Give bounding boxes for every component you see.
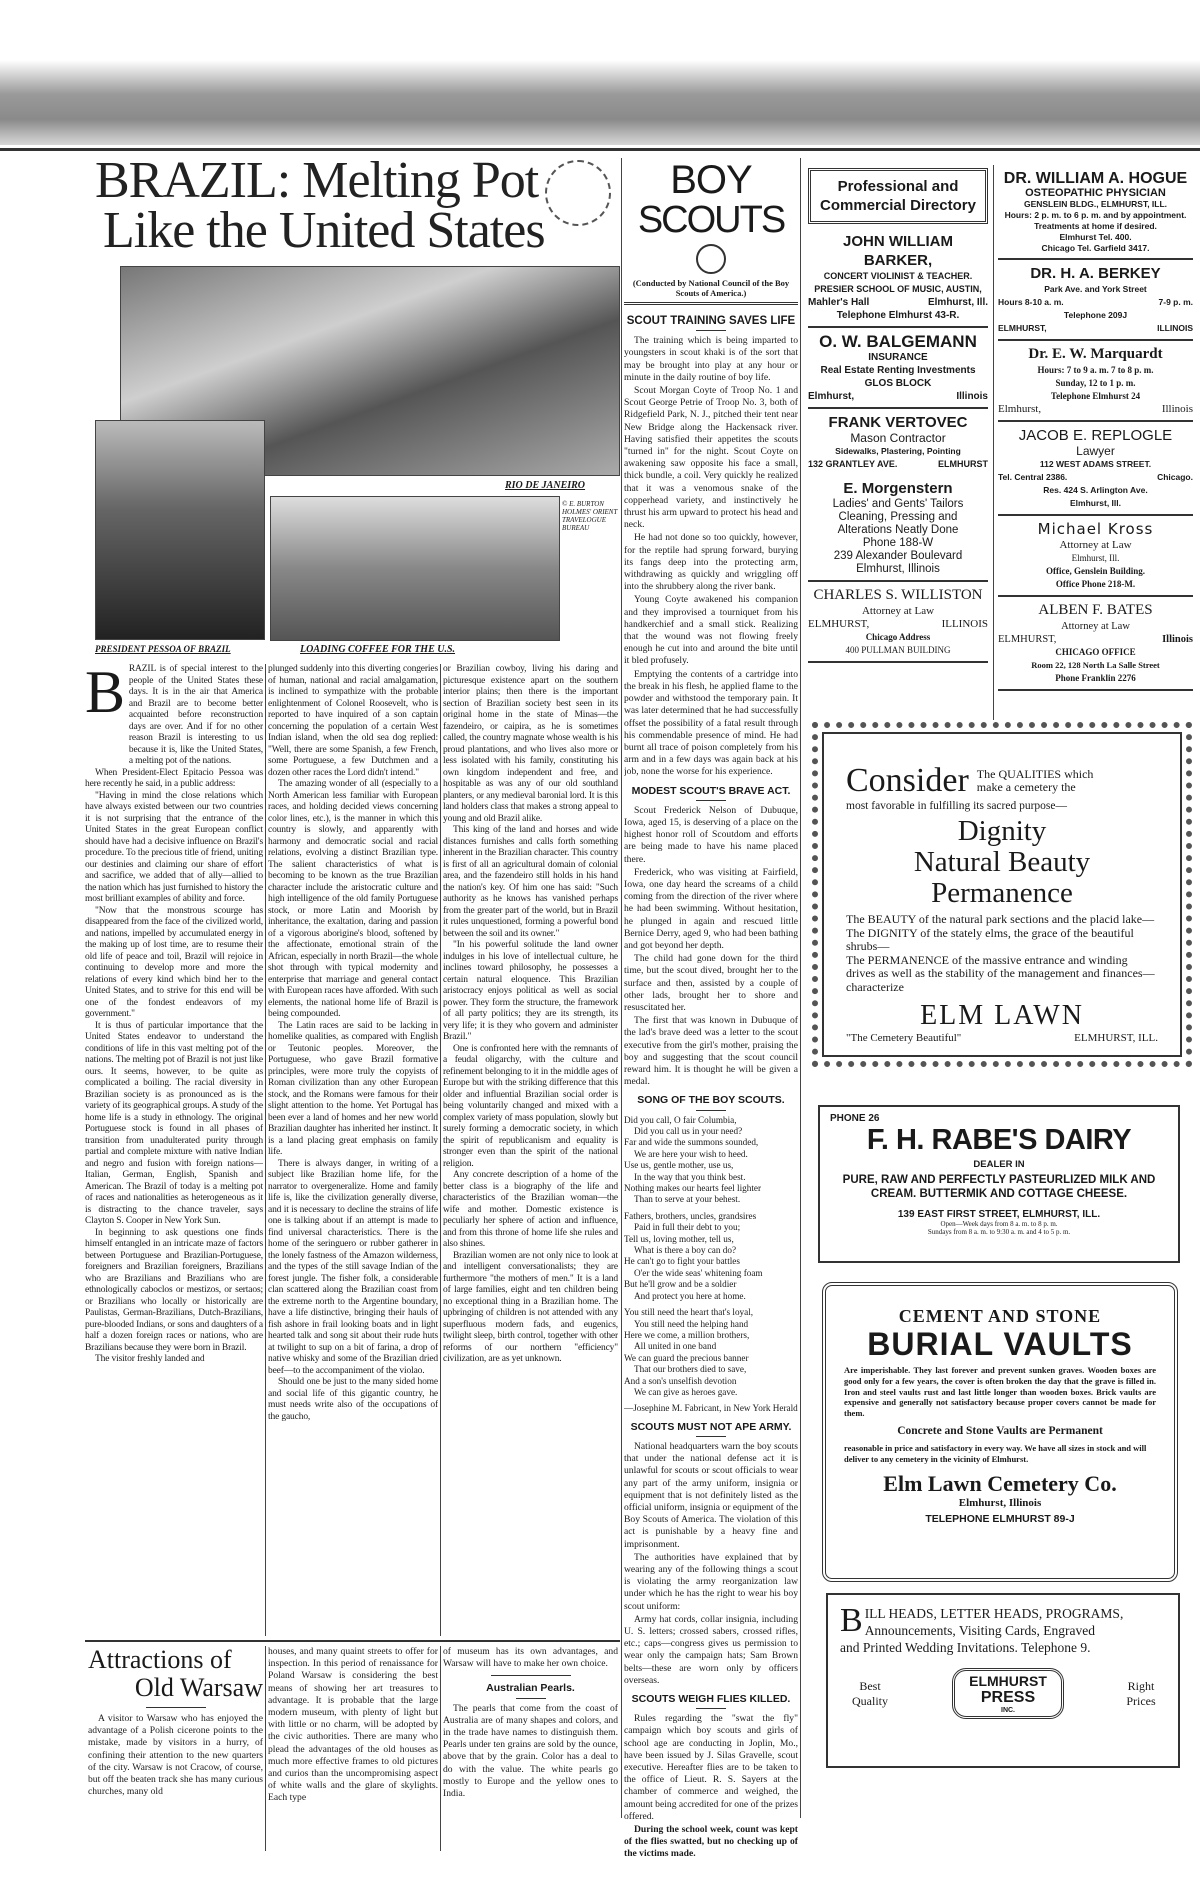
- text-line: And protect you here at home.: [634, 1290, 746, 1301]
- warsaw-title-line2: Old Warsaw: [134, 1673, 263, 1702]
- president-caption: PRESIDENT PESSOA OF BRAZIL: [95, 644, 231, 654]
- vaults-sub: Concrete and Stone Vaults are Permanent: [897, 1424, 1103, 1437]
- column-rule: [440, 1646, 441, 1851]
- text-line: ILLINOIS: [1157, 323, 1193, 333]
- text-line: Mahler's Hall: [808, 297, 870, 308]
- text-line: PRESIER SCHOOL OF MUSIC, AUSTIN,: [814, 284, 982, 294]
- text-line: Illinois: [1161, 403, 1193, 415]
- vaults-company: Elm Lawn Cemetery Co.: [883, 1470, 1117, 1496]
- text-line: 7-9 p. m.: [1158, 297, 1193, 307]
- listing-replogle: [998, 422, 1193, 516]
- column-rule: [265, 1646, 266, 1851]
- dairy-address: 139 EAST FIRST STREET, ELMHURST, ILL.: [897, 1209, 1101, 1220]
- listing-marquardt: [998, 341, 1193, 422]
- elm-lawn-ad: [812, 722, 1192, 1067]
- text-line: Lawyer: [1076, 444, 1115, 458]
- directory-left: [808, 168, 988, 663]
- paragraph: When President-Elect Epitacio Pessoa was here recently he said, in a public address:: [85, 767, 263, 789]
- poem-stanza: [624, 1115, 798, 1206]
- paragraph: The amazing wonder of all (especially to a North American less familiar with European races, and holding decided views concerning color lines, etc.), is the manner in which this country is slowly, and apparently with harmony and democratic social and racial relations, evolving a distinct Brazilian type. The salient characteristics of what is becoming to be known as the true Brazilian character include the aristocratic culture and high intelligence of the old family Portuguese stock, or more Latin and Moorish by inheritance, the exaltation, daring and passion of a vigorous aborigine's blood, softened by the affectionate, emotional strain of the African, especially in north Brazil—the whole shot through with typical modernity and enterprise that marriage and general contact with European races have afforded. With such elements, the national home life of Brazil is being compounded.: [268, 779, 438, 1019]
- text-line: Dr. E. W. Marquardt: [1028, 346, 1163, 362]
- text-line: JOHN WILLIAM BARKER,: [843, 233, 953, 269]
- text-line: INSURANCE: [868, 352, 928, 363]
- text-line: Hours 8-10 a. m.: [998, 297, 1064, 307]
- text-line: Illinois: [1162, 634, 1193, 645]
- paragraph: The Latin races are said to be lacking in homelike qualities, as compared with English or Teutonic peoples. Moreover, the Portuguese, who gave Brazil formative principles, were more truly the copyists of Roman civilization than any other European stock, and the Romans were famous for their slight attention to the home. Yet Portugal has been ever a land of homes and her new world Brazilian daughter has inherited her instinct. It is a land placing great emphasis on family life.: [268, 1020, 438, 1157]
- text-line: Here we come, a million brothers,: [624, 1329, 750, 1340]
- vaults-line1: CEMENT AND STONE: [898, 1306, 1102, 1326]
- elm-lawn-frame: [822, 732, 1182, 1057]
- divider: [146, 1707, 206, 1708]
- directory-right: [998, 165, 1193, 691]
- text-line: Use us, gentle mother, use us,: [624, 1160, 734, 1171]
- paragraph: There is always danger, in writing of a subject like Brazilian home life, for the narrator to overgeneralize. Home and family life is, like the civilization generally diverse, and it is necessary to decline the strains of life one is talking about if an attempt is made to find universal characteristics. There is the home of the seringuero or rubber gatherer in the lonely fastness of the Amazon wilderness, and the types of the still savage Indian of the forest jungle. The fisher folk, a considerable clan scattered along the Brazilian coast from the extreme north to the Argentine boundary, have a life distinctive, bringing their hauls of fish ashore in frail looking boats and in light hearted talk and song sit about their rude huts at twilight to sup on a bit of farina, a drop of native whisky and some of the Brazilian dried beef—to the accompaniment of the violao.: [268, 1158, 438, 1376]
- article-title: SCOUTS MUST NOT APE ARMY.: [624, 1421, 798, 1437]
- brazil-column-1: [85, 664, 263, 1636]
- text-line: But he'll grow and be a soldier: [624, 1279, 737, 1290]
- text-line: INC.: [1001, 1707, 1015, 1714]
- text-line: Real Estate Renting Investments: [820, 365, 976, 376]
- text-line: Res. 424 S. Arlington Ave.: [1043, 485, 1148, 495]
- text-line: Fathers, brothers, uncles, grandsires: [624, 1210, 757, 1221]
- text-line: GENSLEIN BLDG., ELMHURST, ILL.: [1023, 199, 1168, 209]
- poem-title: SONG OF THE BOY SCOUTS.: [624, 1094, 798, 1110]
- text-line: Alterations Neatly Done: [837, 524, 959, 536]
- right-prices: Right Prices: [1126, 1678, 1156, 1708]
- listing-barker: [808, 228, 988, 328]
- text-line: You still need the heart that's loyal,: [624, 1307, 754, 1318]
- text-line: CONCERT VIOLINIST & TEACHER.: [823, 271, 973, 281]
- text-line: Office, Genslein Building.: [1045, 566, 1145, 576]
- column-rule: [265, 664, 266, 1636]
- text-line: Chicago Tel. Garfield 3417.: [1041, 243, 1150, 253]
- directory-title: Professional and Commercial Directory: [808, 168, 988, 224]
- text-line: ELMHURST: [969, 1673, 1047, 1689]
- text-line: We are here your wish to heed.: [634, 1148, 748, 1159]
- text-line: And a son's unselfish devotion: [624, 1375, 737, 1386]
- text-line: We can guard the precious banner: [624, 1352, 749, 1363]
- column-rule: [993, 165, 994, 720]
- text-line: Permanence: [931, 877, 1073, 909]
- paragraph: This king of the land and horses and wide distances furnishes and calls forth something inherent in the Brazilian character. This country is first of all an agricultural domain of colonial area, and the fazendeiro still holds in his hand the nation's key. Of him one has said: "Such authority as he knows has vanished perhaps from the greater part of the world, but in Brazil it rules unquestioned, forming a powerful bond between the soil and its owner.": [443, 825, 618, 939]
- text-line: OSTEOPATHIC PHYSICIAN: [1025, 187, 1166, 199]
- dairy-name: F. H. RABE'S DAIRY: [866, 1124, 1132, 1156]
- poem-stanza: [624, 1307, 798, 1398]
- text-line: Elmhurst, Ill.: [927, 297, 988, 308]
- paragraph: He had not done so too quickly, however, for the reptile had sprung forward, burying its fangs deep into the protecting arm, withdrawing as quickly and wriggling off into the shrubbery along the river bank.: [624, 532, 798, 593]
- place: ELMHURST, ILL.: [1074, 1032, 1158, 1044]
- paragraph: Brazilian women are not only nice to look at and intelligent conversationalists; they are furthermore "the mothers of men." It is a land of large families, eight and ten children being no exceptional thing in a Brazilian home. The upbringing of children is not attended with any superfluous modern fads, and eugenics, twilight sleep, birth control, together with other reforms of our northern "efficiency" civilization, are as yet unknown.: [443, 1250, 618, 1364]
- article-title: SCOUTS WEIGH FLIES KILLED.: [624, 1693, 798, 1709]
- text-line: Attorney at Law: [861, 605, 935, 617]
- paragraph: The first that was known in Dubuque of the lad's brave deed was a letter to the scout executive from the girl's mother, praising the boy and suggesting that the scout council reward him. It is thought he will be given a medal.: [624, 1015, 798, 1088]
- text-line: We can give as heroes gave.: [634, 1386, 738, 1397]
- dairy-hours: Sundays from 8 a. m. to 9:30 a. m. and 4 to 5 p. m.: [927, 1228, 1071, 1236]
- text-line: Elmhurst Tel. 400.: [1059, 232, 1132, 242]
- column-rule: [800, 158, 801, 1818]
- column-rule: [621, 158, 622, 1818]
- rabe-dairy-ad: [818, 1105, 1180, 1263]
- listing-morgenstern: [808, 475, 988, 582]
- brazil-title-line2: Like the United States: [103, 202, 545, 259]
- column-rule: [440, 664, 441, 1636]
- text-line: Room 22, 128 North La Salle Street: [1031, 660, 1160, 670]
- text-line: Ladies' and Gents' Tailors: [832, 498, 964, 510]
- drop-cap: B: [85, 664, 125, 725]
- text-line: All united in one band: [634, 1341, 717, 1352]
- tagline: "The Cemetery Beautiful": [846, 1032, 962, 1044]
- body-line: The DIGNITY of the stately elms, the grace of the beautiful shrubs—: [846, 925, 1134, 953]
- text-line: Elmhurst, Illinois: [856, 563, 940, 575]
- section-rule: [85, 1640, 620, 1642]
- text-line: DR. H. A. BERKEY: [1030, 265, 1161, 282]
- text-line: 132 GRANTLEY AVE.: [808, 459, 898, 469]
- body-line: The PERMANENCE of the massive entrance and winding drives as well as the stability of the management and finances—characterize: [846, 952, 1155, 994]
- text-line: Telephone Elmhurst 24: [1050, 391, 1141, 401]
- consider-text: make a cemetery the: [976, 780, 1076, 794]
- warsaw-title-line1: Attractions of: [88, 1645, 232, 1674]
- text-line: Far and wide the summons sounded,: [624, 1137, 759, 1148]
- paragraph: One is confronted here with the remnants of a feudal oligarchy, with the culture and refinement belonging to it in the middle ages of Europe but with the striking difference that this older and influential Brazilian social order is being voluntarily changed and mixed with a complex variety of mass population, slowly but surely forming a democratic society, in which the spirit of republicanism and equality is stronger even than the spirit of the national religion.: [443, 1043, 618, 1169]
- brazil-column-2: [268, 664, 438, 1636]
- text-line: Attorney at Law: [1059, 539, 1132, 551]
- press-line: and Printed Wedding Invitations. Telephone 9.: [840, 1640, 1091, 1655]
- paragraph: It is thus of particular importance that the United States endeavor to understand the conditions of life in this vast melting pot of the nations. The melting pot of Brazil is not just like ours. It seems, however, to be quite as complicated a boiling. The racial diversity in Brazilian society is as pronounced as is the variety of its geographical groups. A study of the home life is a study in ethnology. The original Portuguese stock is found in all phases of transition from unadulterated purity through partial and complete mixture with native Indian and negro and fusion with foreign nations—Italian, German, English, Spanish and American. The Brazil of today is a melting pot of races and nationalities as heterogeneous as it is distracting to the chance traveler, says Clayton S. Cooper in New York Sun.: [85, 1020, 263, 1226]
- text-line: Office Phone 218-M.: [1055, 579, 1136, 589]
- drop-cap: B: [840, 1602, 863, 1639]
- listing-berkey: [998, 260, 1193, 341]
- text-line: Treatments at home if desired.: [1034, 221, 1157, 231]
- text-line: Nothing makes our hearts feel lighter: [624, 1183, 762, 1194]
- text-line: Did you call us in your need?: [634, 1126, 743, 1136]
- text-line: Chicago.: [1157, 472, 1193, 482]
- text-line: Park Ave. and York Street: [1044, 284, 1147, 294]
- vaults-city: Elmhurst, Illinois: [958, 1496, 1042, 1509]
- paragraph: The authorities have explained that by wearing any of the following things a scout is violating the army reorganization law under which he has the right to wear his boy scout uniform:: [624, 1551, 798, 1612]
- text-line: DR. WILLIAM A. HOGUE: [1003, 170, 1188, 187]
- text-line: You still need the helping hand: [634, 1318, 749, 1329]
- paragraph: houses, and many quaint streets to offer for inspection. In this period of renaissance for Poland Warsaw is considering the best means of showing her art treasures to advantage. It is probable that the large modern museum, with plenty of light but with little or no charm, will be adopted by the civic authorities. There are many who plead the advantages of the old houses as much more effective frames to old pictures and curios than the uncompromising aspect of white walls and the glare of skylights. Each type: [268, 1646, 438, 1804]
- text-line: In the way that you think best.: [634, 1171, 746, 1182]
- vaults-body2: reasonable in price and satisfactory in every way. We have all sizes in stock and will deliver to any cemetery in the vicinity of Elmhurst.: [844, 1442, 1147, 1464]
- paragraph: "Having in mind the close relations which have always existed between our two countries it is not surprising that the entrance of the United States in the great European conflict should have had a decisive influence on Brazil's procedure. To the precious title of friend, uniting our destinies and claiming our share of effort and sacrifice, we added that of ally—allied to the nation which has just furnished to history the most brilliant examples of ability and force.: [85, 790, 263, 904]
- text-line: Sidewalks, Plastering, Pointing: [835, 446, 961, 456]
- text-line: PRESS: [980, 1689, 1036, 1706]
- text-line: Phone 188-W: [862, 537, 934, 549]
- dairy-phone: PHONE 26: [830, 1113, 880, 1124]
- text-line: E. Morgenstern: [843, 480, 953, 497]
- text-line: Telephone Elmhurst 43-R.: [836, 310, 960, 321]
- text-line: Telephone 209J: [1063, 310, 1128, 320]
- paragraph: National headquarters warn the boy scouts that under the national defense act it is unlawful for scouts or scout officials to wear any part of the army uniform, insignia or equipment that is not definitely listed as the official uniform, insignia or equipment of the Boy Scouts of America. The violation of this act is punishable by a heavy fine and imprisonment.: [624, 1440, 798, 1550]
- listing-balgemann: [808, 328, 988, 409]
- text-line: Sunday, 12 to 1 p. m.: [1055, 378, 1136, 388]
- text-line: Chicago Address: [865, 632, 931, 642]
- brazil-title-line1: BRAZIL: Melting Pot: [95, 152, 539, 209]
- article-title: MODEST SCOUT'S BRAVE ACT.: [624, 785, 798, 801]
- paragraph: Rules regarding the "swat the fly" campaign which boy scouts and girls of school age are conducting in Joplin, Mo., have been issued by J. Silas Gravelle, scout executive. Hereafter flies are to be taken to the office of Lieut. R. S. Sayers at the chamber of commerce and weighed, the amount being accredited for one of the prizes offered.: [624, 1713, 798, 1822]
- brazil-headline: [95, 152, 565, 259]
- paragraph: "Now that the monstrous scourge has disappeared from the face of the civilized world, and nations, impelled by accumulated energy in the making up of lost time, are to resume their old life of peace and toil, Brazil will rejoice in continuing to develop more and more the relations of every kind which bind her to the United States, and to strive for this end will be one of the fondest endeavors of my government.": [85, 905, 263, 1019]
- text-line: Elmhurst, Ill.: [1071, 553, 1120, 563]
- text-line: Mason Contractor: [850, 431, 946, 445]
- paragraph: The visitor freshly landed and: [95, 1354, 205, 1364]
- scouts-title-line2: SCOUTS: [637, 199, 785, 241]
- text-line: GLOS BLOCK: [864, 378, 932, 389]
- paragraph: Emptying the contents of a cartridge into the break in his flesh, he applied flame to the powder and withstood the temporary pain. It was later determined that he had successfully offset the possibility of a fatal result through his commendable presence of mind. He had burnt all trace of poison completely from his arm and in a few days was again back at his job, none the worse for his experience.: [624, 668, 798, 778]
- text-line: That our brothers died to save,: [634, 1364, 747, 1375]
- text-line: ELMHURST,: [998, 323, 1047, 333]
- president-portrait: [95, 420, 265, 640]
- poem-stanza: [624, 1211, 798, 1302]
- sunburst-emblem-icon: [545, 160, 611, 226]
- consider-word: Consider: [846, 762, 969, 799]
- text-line: Illinois: [956, 391, 988, 402]
- paragraph: of museum has its own advantages, and Warsaw will have to make her own choice.: [443, 1646, 618, 1670]
- rio-caption: RIO DE JANEIRO: [505, 480, 586, 491]
- dealer-in: DEALER IN: [973, 1159, 1025, 1170]
- pearls-title: Australian Pearls.: [443, 1682, 618, 1698]
- photo-credit: © E. BURTON HOLMES' ORIENT TRAVELOGUE BUREAU: [562, 500, 618, 532]
- poem-credit: —Josephine M. Fabricant, in New York Herald: [624, 1403, 798, 1414]
- paragraph: "In his powerful solitude the land owner indulges in his love of intellectual culture, he inclines toward philosophy, he possesses a certain natural eloquence. This Brazilian aristocracy enjoys political as well as social power. They form the structure, the framework of all party politics; they are its strength, its very life; it is they who govern and administer Brazil.": [443, 940, 618, 1042]
- text-line: O. W. BALGEMANN: [819, 332, 977, 351]
- scan-edge: [0, 60, 1200, 145]
- text-line: Dignity: [957, 815, 1047, 847]
- scout-face-icon: [696, 244, 726, 274]
- paragraph: or Brazilian cowboy, living his daring and picturesque existence apart on the southern interior plains; then there is the important section of Brazilian society best seen in its original home in the state of Minas—the fazendeiro, or caipira, as he is sometimes called, the country magnate whose wealth is his proud plantations, and who lives also more or less isolated with his family, constituting his own kingdom independent and free, and hospitable as was any of our old southland planters, or any medieval baronial lord. It is this land holders class that makes a strong appeal to young and old Brazil alike.: [443, 664, 618, 824]
- text-line: Phone Franklin 2276: [1055, 673, 1136, 683]
- text-line: Tell us, loving mother, tell us,: [624, 1233, 734, 1244]
- article-title: SCOUT TRAINING SAVES LIFE: [624, 315, 798, 331]
- paragraph: The training which is being imparted to youngsters in scout khaki is of the sort that may be brought into play at any hour or minute in the daily routine of boy life.: [624, 335, 798, 383]
- text-line: ELMHURST,: [808, 618, 870, 630]
- text-line: Attorney at Law: [1061, 621, 1130, 632]
- vaults-line2: BURIAL VAULTS: [867, 1326, 1133, 1362]
- consider-line: most favorable in fulfilling its sacred purpose—: [846, 800, 1068, 812]
- paragraph: In beginning to ask questions one finds himself entangled in an intricate maze of factors between Portuguese and Brazilian-Portuguese, foreigners and Brazilian foreigners, Brazilians who are Brazilians and Brazilians who are ethnologically caboclos or mestizos, or sertaos; or Brazilians who locally or historically are Paulistas, German-Brazilians, Dutch-Brazilians, pure-blooded Indians, or sons and daughters of a half a dozen foreign races or nations, who are Brazilians because they were born in Brazil.: [85, 1227, 263, 1353]
- warsaw-column-2: [268, 1646, 438, 1851]
- text-line: Cleaning, Pressing and: [838, 511, 958, 523]
- press-line: ILL HEADS, LETTER HEADS, PROGRAMS,: [864, 1606, 1124, 1621]
- text-line: JACOB E. REPLOGLE: [1018, 427, 1173, 444]
- scouts-title-line1: BOY: [670, 158, 752, 202]
- text-line: Hours: 7 to 9 a. m. 7 to 8 p. m.: [1037, 365, 1154, 375]
- listing-williston: [808, 582, 988, 663]
- paragraph: Should one be just to the many sided home and social life of this gigantic country, he must needs write also of the occupations of the gaucho,: [268, 1377, 438, 1422]
- scouts-byline: (Conducted by National Council of the Boy Scouts of America.): [624, 278, 798, 305]
- paragraph: Any concrete description of a home of the better class is a biography of the life and characteristics of the Brazilian woman—the wife and mother. Domestic existence is peculiarly her sphere of action and influence, and from this throne of home life she rules and also shines.: [443, 1170, 618, 1249]
- text-line: He can't go to fight your battles: [624, 1256, 740, 1267]
- paragraph: Scout Frederick Nelson of Dubuque, Iowa, aged 15, is deserving of a place on the highest honor roll of Scoutdom and efforts are being made to have his name placed there.: [624, 804, 798, 865]
- text-line: ALBEN F. BATES: [1038, 602, 1153, 618]
- body-line: The BEAUTY of the natural park sections and the placid lake—: [846, 912, 1155, 926]
- paragraph: Army hat cords, collar insignia, including U. S. letters; crossed sabers, crossed rifles, etc.; caps—congress gives us permission to wear only the campaign hats; Sam Brown belts—these are worn only by officers overseas.: [624, 1613, 798, 1686]
- divider: [491, 1675, 571, 1676]
- listing-hogue: [998, 165, 1193, 260]
- press-line: Announcements, Visiting Cards, Engraved: [864, 1623, 1095, 1638]
- text-line: CHICAGO OFFICE: [1055, 647, 1136, 657]
- paragraph: Young Coyte awakened his companion and they improvised a tourniquet from his handkerchief and a small stick. Realizing that the wound was not flowing freely enough he cut into and around the bite until it bled profusely.: [624, 594, 798, 667]
- brazil-column-3: [443, 664, 618, 1636]
- text-line: O'er the wide seas' whitening foam: [634, 1267, 763, 1278]
- dairy-products: PURE, RAW AND PERFECTLY PASTEURLIZED MILK AND CREAM. BUTTERMIK AND COTTAGE CHEESE.: [842, 1174, 1156, 1200]
- text-line: What is there a boy can do?: [634, 1245, 737, 1256]
- listing-kross: [998, 516, 1193, 597]
- paragraph: During the school week, count was kept of the flies swatted, but no checking up of the victims made.: [624, 1824, 798, 1860]
- text-line: 112 WEST ADAMS STREET.: [1039, 459, 1152, 469]
- text-line: ELMHURST: [938, 459, 988, 469]
- text-line: ILLINOIS: [941, 618, 988, 630]
- elmhurst-press-logo: [952, 1668, 1064, 1719]
- warsaw-article: [88, 1646, 263, 1853]
- text-line: FRANK VERTOVEC: [828, 414, 968, 431]
- listing-vertovec: [808, 409, 988, 475]
- boy-scouts-column: [624, 160, 798, 1884]
- warsaw-column-3: [443, 1646, 618, 1851]
- burial-vaults-ad: [822, 1282, 1178, 1582]
- text-line: Paid in full their debt to you;: [634, 1222, 741, 1233]
- paragraph: RAZIL is of special interest to the people of the United States these days. It is in the air that America and Brazil are to become better acquainted before reconstruction days are over. And if for no other reason Brazil is interesting to us because it is, like the United States, a melting pot of the nations.: [128, 664, 263, 766]
- text-line: ELMHURST,: [998, 634, 1057, 645]
- consider-text: The QUALITIES which: [976, 767, 1094, 781]
- paragraph: Scout Morgan Coyte of Troop No. 1 and Scout George Petrie of Troop No. 3, both of Ridgefield Park, N. J., pitched their tent near New Bridge along the Hackensack river. Having satisfied their appetites the scouts "turned in" for the night. Scout Coyte on awakening saw opposite his face a small, thick bundle, a coil. Very quickly he realized that it was a venomous snake of the copperhead variety, and instinctively he thrust his arm upward to protect his head and neck.: [624, 385, 798, 531]
- elm-lawn-name: ELM LAWN: [920, 1000, 1084, 1031]
- text-line: Than to serve at your behest.: [634, 1194, 741, 1205]
- vaults-phone: TELEPHONE ELMHURST 89-J: [925, 1512, 1075, 1525]
- text-line: 400 PULLMAN BUILDING: [845, 645, 951, 655]
- paragraph: The child had gone down for the third time, but the scout dived, brought her to the surface and then, assisted by a couple of other lads, brought her to shore and resuscitated her.: [624, 953, 798, 1013]
- paragraph: Frederick, who was visiting at Fairfield, Iowa, one day heard the screams of a child coming from the direction of the river where he had been swimming. Without hesitation, he plunged in again and rescued little Bernice Derry, aged 9, who had been bathing and got beyond her depth.: [624, 866, 798, 951]
- qualities: [846, 816, 1158, 909]
- text-line: Michael Kross: [1037, 520, 1154, 538]
- text-line: Elmhurst,: [998, 403, 1042, 415]
- coffee-caption: LOADING COFFEE FOR THE U.S.: [300, 644, 456, 655]
- vaults-body: Are imperishable. They last forever and prevent sunken graves. Wooden boxes are good only for a few years, the cover is often broken the day that the grave is filled in. Iron and steel vaults rust and last little longer than wooden boxes. Brick vaults are expensive and generally not satisfactory because proper covers cannot be made for them.: [844, 1365, 1156, 1419]
- text-line: Did you call, O fair Columbia,: [624, 1114, 737, 1125]
- paragraph: The pearls that come from the coast of Australia are of many shapes and colors, and in the trade have names to distinguish them. Pearls under ten grains are sold by the ounce, above that by the grain. Color has a deal to do with the value. The white pearls go mostly to Europe and the yellow ones to India.: [443, 1702, 618, 1800]
- masthead-rule: [0, 148, 1200, 151]
- text-line: Natural Beauty: [913, 846, 1091, 878]
- text-line: CHARLES S. WILLISTON: [813, 587, 983, 603]
- text-line: Hours: 2 p. m. to 6 p. m. and by appointment.: [1004, 210, 1187, 220]
- text-line: Tel. Central 2386.: [998, 472, 1068, 482]
- dairy-hours: Open—Week days from 8 a. m. to 8 p. m.: [940, 1220, 1058, 1228]
- text-line: 239 Alexander Boulevard: [833, 550, 963, 562]
- listing-bates: [998, 597, 1193, 691]
- text-line: Elmhurst, Ill.: [1069, 498, 1121, 508]
- text-line: Elmhurst,: [808, 391, 855, 402]
- paragraph: plunged suddenly into this diverting congeries of human, national and racial amalgamation, is inclined to sympathize with the probable enlightenment of Colonel Roosevelt, who is reported to have inquired of a son captain concerning the population of a certain West Indian island, when the old sea dog replied: "Well, there are some Spanish, a few French, some Portuguese, a few Dutchmen and a dozen other races the Lord didn't intend.": [268, 664, 438, 778]
- paragraph: A visitor to Warsaw who has enjoyed the advantage of a Polish cicerone points to the mistake, made by visitors in a hurry, of confining their attention to the new quarters of the city. Warsaw is not Cracow, of course, but off the beaten track she has many curious churches, many old: [88, 1713, 263, 1798]
- best-quality: Best Quality: [852, 1678, 888, 1708]
- elmhurst-press-ad: [826, 1593, 1180, 1768]
- coffee-photo: [270, 496, 560, 641]
